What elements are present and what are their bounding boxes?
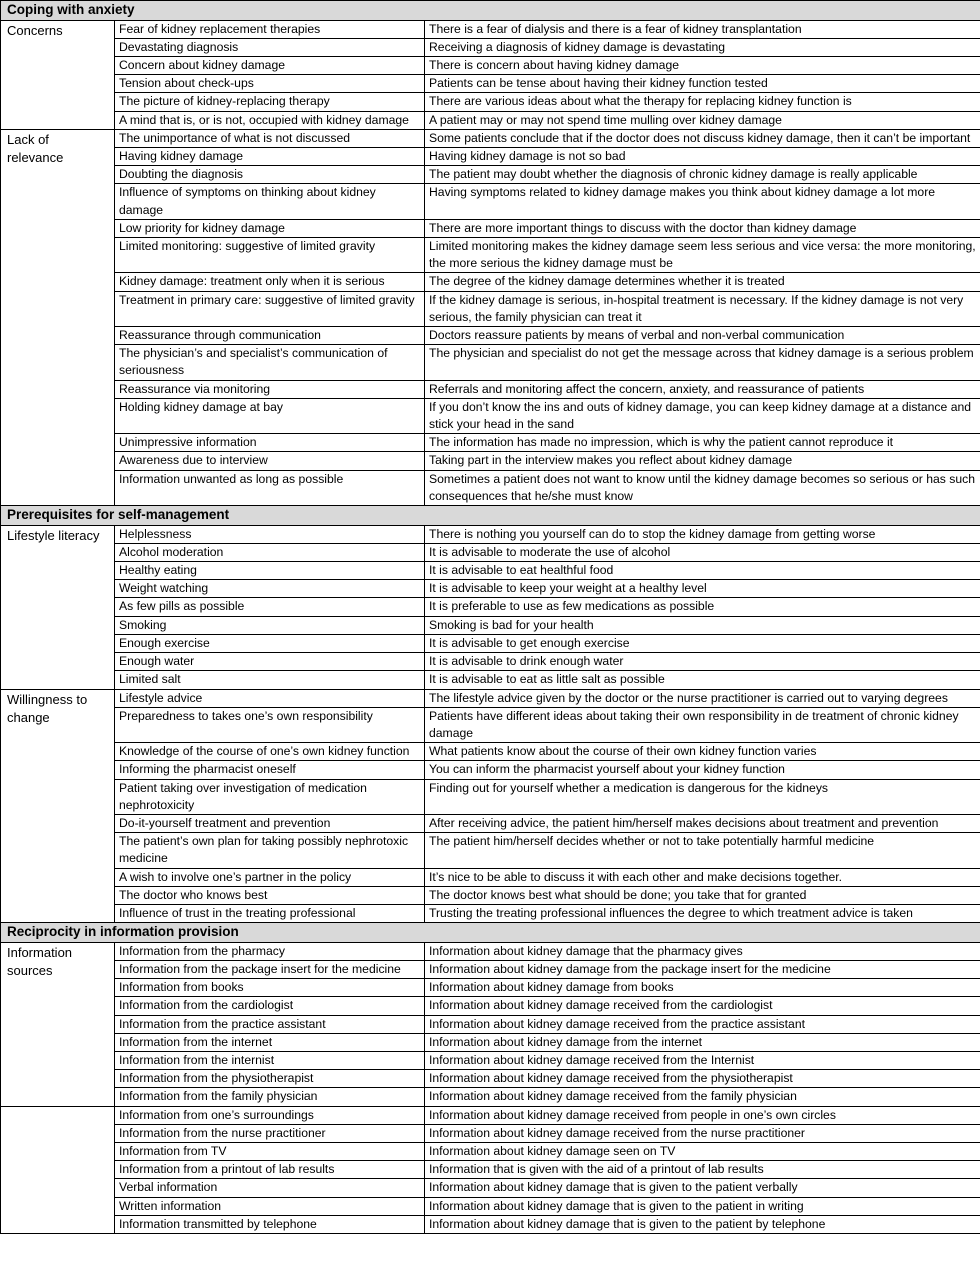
code-description: After receiving advice, the patient him/herself makes decisions about treatment and prevention — [425, 814, 980, 832]
code-description: Patients have different ideas about taking their own responsibility in de treatment of chronic kidney damage — [425, 707, 980, 742]
code-description: Having kidney damage is not so bad — [425, 148, 980, 166]
code-name: Limited salt — [115, 671, 425, 689]
code-name: Devastating diagnosis — [115, 38, 425, 56]
code-description: Receiving a diagnosis of kidney damage is devastating — [425, 38, 980, 56]
category-label: Willingness to change — [1, 689, 115, 923]
code-name: Information from the cardiologist — [115, 997, 425, 1015]
table-row — [1, 562, 980, 580]
table-row — [1, 868, 980, 886]
code-description: Finding out for yourself whether a medication is dangerous for the kidneys — [425, 779, 980, 814]
code-name: Enough water — [115, 653, 425, 671]
table-row — [1, 689, 980, 707]
table-row — [1, 1197, 980, 1215]
code-description: A patient may or may not spend time mulling over kidney damage — [425, 111, 980, 129]
code-description: The doctor knows best what should be done; you take that for granted — [425, 886, 980, 904]
code-name: Information from the practice assistant — [115, 1015, 425, 1033]
code-name: Informing the pharmacist oneself — [115, 761, 425, 779]
code-description: Information about kidney damage from the internet — [425, 1033, 980, 1051]
code-name: A wish to involve one’s partner in the policy — [115, 868, 425, 886]
code-name: Information from the physiotherapist — [115, 1070, 425, 1088]
code-name: Kidney damage: treatment only when it is serious — [115, 273, 425, 291]
code-description: Taking part in the interview makes you reflect about kidney damage — [425, 452, 980, 470]
code-description: It is advisable to drink enough water — [425, 653, 980, 671]
code-name: Verbal information — [115, 1179, 425, 1197]
category-label: Concerns — [1, 20, 115, 129]
code-name: Knowledge of the course of one’s own kidney function — [115, 743, 425, 761]
code-description: It is advisable to moderate the use of alcohol — [425, 543, 980, 561]
table-row — [1, 1161, 980, 1179]
code-name: Preparedness to takes one’s own responsibility — [115, 707, 425, 742]
code-description: Information about kidney damage from books — [425, 979, 980, 997]
table-row — [1, 291, 980, 326]
code-name: Alcohol moderation — [115, 543, 425, 561]
code-name: A mind that is, or is not, occupied with kidney damage — [115, 111, 425, 129]
code-name: Lifestyle advice — [115, 689, 425, 707]
code-name: Information from one’s surroundings — [115, 1106, 425, 1124]
section-title: Reciprocity in information provision — [1, 923, 980, 943]
code-description: The physician and specialist do not get the message across that kidney damage is a serious problem — [425, 345, 980, 380]
table-row — [1, 20, 980, 38]
table-row — [1, 814, 980, 832]
code-description: The lifestyle advice given by the doctor or the nurse practitioner is carried out to varying degrees — [425, 689, 980, 707]
code-name: Having kidney damage — [115, 148, 425, 166]
category-label: Lack of relevance — [1, 129, 115, 505]
section-title: Prerequisites for self-management — [1, 506, 980, 526]
code-name: Doubting the diagnosis — [115, 166, 425, 184]
code-description: Information about kidney damage that is given to the patient in writing — [425, 1197, 980, 1215]
table-row — [1, 1015, 980, 1033]
code-description: There are various ideas about what the therapy for replacing kidney function is — [425, 93, 980, 111]
code-name: Information from the package insert for the medicine — [115, 960, 425, 978]
section-header — [1, 923, 980, 943]
code-name: The patient’s own plan for taking possibly nephrotoxic medicine — [115, 833, 425, 868]
table-row — [1, 886, 980, 904]
table-row — [1, 219, 980, 237]
code-description: Limited monitoring makes the kidney damage seem less serious and vice versa: the more monitoring, the more serious the kidney damage must be — [425, 238, 980, 273]
code-name: Information from the nurse practitioner — [115, 1124, 425, 1142]
code-description: There is a fear of dialysis and there is a fear of kidney transplantation — [425, 20, 980, 38]
section-header — [1, 506, 980, 526]
table-row — [1, 57, 980, 75]
code-description: Information about kidney damage seen on TV — [425, 1142, 980, 1160]
table-row — [1, 345, 980, 380]
code-name: Concern about kidney damage — [115, 57, 425, 75]
code-name: Information from the internist — [115, 1051, 425, 1069]
code-description: There is concern about having kidney damage — [425, 57, 980, 75]
code-name: Enough exercise — [115, 634, 425, 652]
code-name: Awareness due to interview — [115, 452, 425, 470]
code-description: It is advisable to get enough exercise — [425, 634, 980, 652]
category-label — [1, 1106, 115, 1233]
code-name: Do-it-yourself treatment and prevention — [115, 814, 425, 832]
table-row — [1, 75, 980, 93]
code-description: You can inform the pharmacist yourself about your kidney function — [425, 761, 980, 779]
category-label: Information sources — [1, 942, 115, 1106]
table-row — [1, 452, 980, 470]
code-description: It is advisable to eat as little salt as possible — [425, 671, 980, 689]
code-description: Information about kidney damage received from the physiotherapist — [425, 1070, 980, 1088]
table-row — [1, 833, 980, 868]
code-name: Holding kidney damage at bay — [115, 398, 425, 433]
code-name: Influence of symptoms on thinking about kidney damage — [115, 184, 425, 219]
table-row — [1, 111, 980, 129]
code-name: Reassurance via monitoring — [115, 380, 425, 398]
table-row — [1, 580, 980, 598]
code-description: Information about kidney damage received from people in one’s own circles — [425, 1106, 980, 1124]
code-description: Information about kidney damage from the package insert for the medicine — [425, 960, 980, 978]
code-name: Information from the internet — [115, 1033, 425, 1051]
table-row — [1, 616, 980, 634]
code-description: Having symptoms related to kidney damage makes you think about kidney damage a lot more — [425, 184, 980, 219]
code-name: Patient taking over investigation of medication nephrotoxicity — [115, 779, 425, 814]
code-description: Information that is given with the aid of a printout of lab results — [425, 1161, 980, 1179]
code-description: Sometimes a patient does not want to know until the kidney damage becomes so serious or has such consequences that he/she must know — [425, 470, 980, 505]
table-row — [1, 93, 980, 111]
code-name: Unimpressive information — [115, 434, 425, 452]
code-description: Information about kidney damage that is given to the patient verbally — [425, 1179, 980, 1197]
category-label: Lifestyle literacy — [1, 525, 115, 689]
code-name: Information from a printout of lab results — [115, 1161, 425, 1179]
table-row — [1, 671, 980, 689]
code-description: It is advisable to eat healthful food — [425, 562, 980, 580]
code-description: If you don’t know the ins and outs of kidney damage, you can keep kidney damage at a distance and stick your head in the sand — [425, 398, 980, 433]
table-row — [1, 398, 980, 433]
code-name: Information from the pharmacy — [115, 942, 425, 960]
code-name: Information from the family physician — [115, 1088, 425, 1106]
code-name: Tension about check-ups — [115, 75, 425, 93]
code-description: Information about kidney damage that is given to the patient by telephone — [425, 1215, 980, 1233]
table-row — [1, 148, 980, 166]
table-row — [1, 960, 980, 978]
code-description: Some patients conclude that if the doctor does not discuss kidney damage, then it can’t be important — [425, 129, 980, 147]
code-name: Helplessness — [115, 525, 425, 543]
code-name: Influence of trust in the treating professional — [115, 904, 425, 922]
table-row — [1, 942, 980, 960]
code-description: Information about kidney damage received from the nurse practitioner — [425, 1124, 980, 1142]
table-row — [1, 761, 980, 779]
code-description: Referrals and monitoring affect the concern, anxiety, and reassurance of patients — [425, 380, 980, 398]
code-name: The unimportance of what is not discussed — [115, 129, 425, 147]
code-name: Treatment in primary care: suggestive of limited gravity — [115, 291, 425, 326]
table-row — [1, 707, 980, 742]
table-row — [1, 380, 980, 398]
code-name: Smoking — [115, 616, 425, 634]
section-title: Coping with anxiety — [1, 1, 980, 21]
table-row — [1, 779, 980, 814]
code-description: Information about kidney damage received from the practice assistant — [425, 1015, 980, 1033]
table-row — [1, 1142, 980, 1160]
code-description: If the kidney damage is serious, in-hospital treatment is necessary. If the kidney damage is not very serious, the family physician can treat it — [425, 291, 980, 326]
code-name: Limited monitoring: suggestive of limited gravity — [115, 238, 425, 273]
code-description: It’s nice to be able to discuss it with each other and make decisions together. — [425, 868, 980, 886]
table-row — [1, 1215, 980, 1233]
code-name: As few pills as possible — [115, 598, 425, 616]
code-name: Information from books — [115, 979, 425, 997]
code-description: The patient may doubt whether the diagnosis of chronic kidney damage is really applicable — [425, 166, 980, 184]
code-description: Information about kidney damage received from the family physician — [425, 1088, 980, 1106]
table-row — [1, 979, 980, 997]
table-row — [1, 434, 980, 452]
table-row — [1, 327, 980, 345]
table-row — [1, 743, 980, 761]
table-row — [1, 634, 980, 652]
table-row — [1, 238, 980, 273]
code-description: Doctors reassure patients by means of verbal and non-verbal communication — [425, 327, 980, 345]
table-row — [1, 653, 980, 671]
code-description: Trusting the treating professional influences the degree to which treatment advice is taken — [425, 904, 980, 922]
table-row — [1, 1179, 980, 1197]
section-header — [1, 1, 980, 21]
table-row — [1, 129, 980, 147]
code-description: Smoking is bad for your health — [425, 616, 980, 634]
table-row — [1, 904, 980, 922]
code-name: The physician’s and specialist’s communication of seriousness — [115, 345, 425, 380]
table-row — [1, 525, 980, 543]
table-row — [1, 997, 980, 1015]
table-row — [1, 543, 980, 561]
code-description: The degree of the kidney damage determines whether it is treated — [425, 273, 980, 291]
table-row — [1, 273, 980, 291]
code-name: Fear of kidney replacement therapies — [115, 20, 425, 38]
code-name: The doctor who knows best — [115, 886, 425, 904]
code-description: The patient him/herself decides whether or not to take potentially harmful medicine — [425, 833, 980, 868]
code-description: It is advisable to keep your weight at a healthy level — [425, 580, 980, 598]
table-row — [1, 598, 980, 616]
code-description: It is preferable to use as few medications as possible — [425, 598, 980, 616]
code-description: There are more important things to discuss with the doctor than kidney damage — [425, 219, 980, 237]
table-row — [1, 1070, 980, 1088]
code-description: Information about kidney damage received from the cardiologist — [425, 997, 980, 1015]
code-description: What patients know about the course of their own kidney function varies — [425, 743, 980, 761]
table-row — [1, 1106, 980, 1124]
code-name: Written information — [115, 1197, 425, 1215]
table-row — [1, 166, 980, 184]
code-name: Low priority for kidney damage — [115, 219, 425, 237]
code-name: Information transmitted by telephone — [115, 1215, 425, 1233]
table-row — [1, 184, 980, 219]
code-name: Weight watching — [115, 580, 425, 598]
code-description: There is nothing you yourself can do to stop the kidney damage from getting worse — [425, 525, 980, 543]
table-row — [1, 1051, 980, 1069]
code-description: The information has made no impression, which is why the patient cannot reproduce it — [425, 434, 980, 452]
code-name: Reassurance through communication — [115, 327, 425, 345]
themes-table-body — [1, 1, 980, 1234]
code-name: The picture of kidney-replacing therapy — [115, 93, 425, 111]
table-row — [1, 1124, 980, 1142]
code-name: Information from TV — [115, 1142, 425, 1160]
code-description: Information about kidney damage received from the Internist — [425, 1051, 980, 1069]
code-description: Patients can be tense about having their kidney function tested — [425, 75, 980, 93]
code-name: Information unwanted as long as possible — [115, 470, 425, 505]
table-row — [1, 1033, 980, 1051]
table-row — [1, 470, 980, 505]
table-row — [1, 1088, 980, 1106]
code-description: Information about kidney damage that the pharmacy gives — [425, 942, 980, 960]
code-name: Healthy eating — [115, 562, 425, 580]
table-row — [1, 38, 980, 56]
